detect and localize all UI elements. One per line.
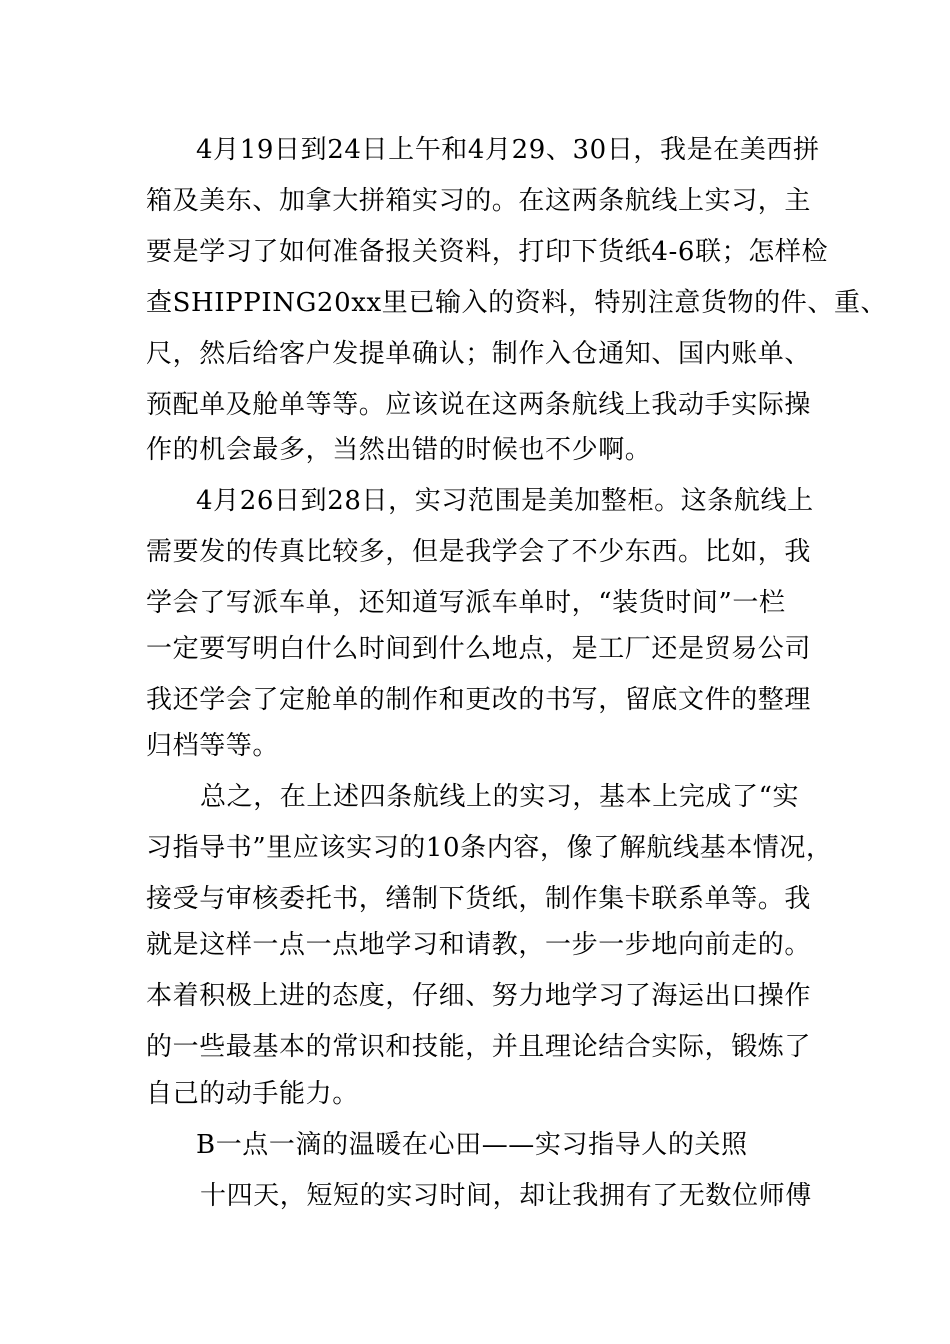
paragraph-2-line-2: 需要发的传真比较多，但是我学会了不少东西。比如，我 <box>146 537 812 567</box>
paragraph-3-line-5: 本着积极上进的态度，仔细、努力地学习了海运出口操作 <box>146 981 812 1011</box>
paragraph-1-line-3: 要是学习了如何准备报关资料，打印下货纸4-6联；怎样检 <box>146 237 829 267</box>
paragraph-1-line-6: 预配单及舱单等等。应该说在这两条航线上我动手实际操 <box>146 390 812 420</box>
paragraph-2-line-1: 4月26日到28日，实习范围是美加整柜。这条航线上 <box>196 486 814 516</box>
paragraph-2-line-3: 学会了写派车单，还知道写派车单时，“装货时间”一栏 <box>146 588 786 618</box>
paragraph-4-line-1: 十四天，短短的实习时间，却让我拥有了无数位师傅 <box>200 1181 812 1211</box>
paragraph-2-line-6: 归档等等。 <box>146 731 280 761</box>
paragraph-3-line-4: 就是这样一点一点地学习和请教，一步一步地向前走的。 <box>146 930 812 960</box>
paragraph-3-line-7: 自己的动手能力。 <box>146 1079 359 1109</box>
paragraph-2-line-5: 我还学会了定舱单的制作和更改的书写，留底文件的整理 <box>146 685 812 715</box>
paragraph-1-line-2: 箱及美东、加拿大拼箱实习的。在这两条航线上实习，主 <box>146 186 812 216</box>
paragraph-3-line-6: 的一些最基本的常识和技能，并且理论结合实际，锻炼了 <box>146 1032 812 1062</box>
paragraph-1-line-1: 4月19日到24日上午和4月29、30日，我是在美西拼 <box>196 135 820 165</box>
paragraph-1-line-4: 查SHIPPING20xx里已输入的资料，特别注意货物的件、重、 <box>146 288 888 318</box>
section-heading-b: B一点一滴的温暖在心田——实习指导人的关照 <box>196 1130 748 1160</box>
paragraph-3-line-2: 习指导书”里应该实习的10条内容，像了解航线基本情况， <box>146 833 833 863</box>
paragraph-2-line-4: 一定要写明白什么时间到什么地点，是工厂还是贸易公司 <box>146 634 812 664</box>
paragraph-3-line-3: 接受与审核委托书，缮制下货纸，制作集卡联系单等。我 <box>146 884 812 914</box>
paragraph-3-line-1: 总之，在上述四条航线上的实习，基本上完成了“实 <box>200 782 800 812</box>
paragraph-1-line-5: 尺，然后给客户发提单确认；制作入仓通知、国内账单、 <box>146 339 812 369</box>
paragraph-1-line-7: 作的机会最多，当然出错的时候也不少啊。 <box>146 435 652 465</box>
